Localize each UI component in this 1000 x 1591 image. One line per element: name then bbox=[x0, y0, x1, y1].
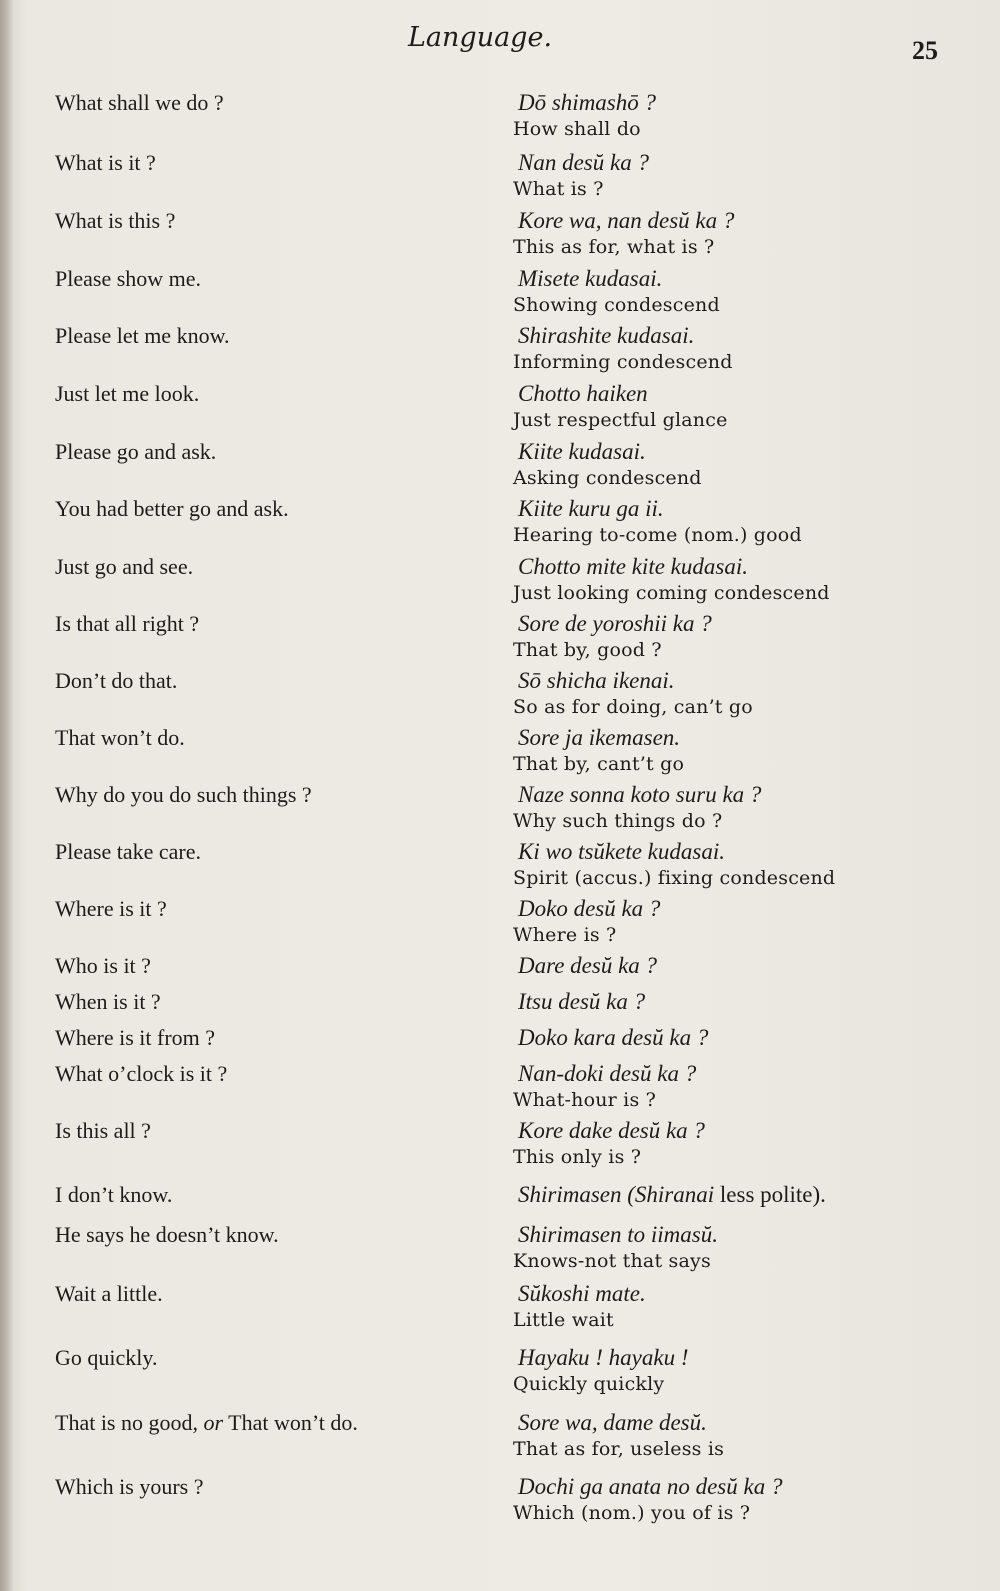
english-phrase: When is it ? bbox=[55, 989, 161, 1014]
japanese-romaji: Kore wa, nan desŭ ka ? bbox=[518, 208, 735, 233]
english-phrase: He says he doesn’t know. bbox=[55, 1222, 279, 1247]
japanese-romaji: Itsu desŭ ka ? bbox=[518, 989, 646, 1014]
word-gloss: What is ? bbox=[513, 178, 604, 200]
japanese-romaji: Hayaku ! hayaku ! bbox=[518, 1345, 689, 1370]
word-gloss: That by, good ? bbox=[513, 639, 662, 661]
politeness-note: less polite). bbox=[714, 1182, 826, 1207]
english-phrase: What o’clock is it ? bbox=[55, 1061, 228, 1086]
word-gloss: Hearing to-come (nom.) good bbox=[513, 524, 802, 546]
english-phrase: What is it ? bbox=[55, 150, 156, 175]
japanese-romaji: Shirashite kudasai. bbox=[518, 323, 695, 348]
english-phrase: Wait a little. bbox=[55, 1281, 163, 1306]
english-phrase: What shall we do ? bbox=[55, 90, 224, 115]
english-phrase: That won’t do. bbox=[55, 725, 185, 750]
english-phrase: Just go and see. bbox=[55, 554, 194, 579]
japanese-romaji: Kore dake desŭ ka ? bbox=[518, 1118, 705, 1143]
japanese-romaji: Dochi ga anata no desŭ ka ? bbox=[518, 1474, 783, 1499]
english-phrase: Please let me know. bbox=[55, 323, 230, 348]
japanese-romaji: Doko desŭ ka ? bbox=[518, 896, 661, 921]
word-gloss: Quickly quickly bbox=[513, 1373, 665, 1395]
english-phrase: You had better go and ask. bbox=[55, 496, 289, 521]
english-phrase: I don’t know. bbox=[55, 1182, 173, 1207]
word-gloss: Informing condescend bbox=[513, 351, 733, 373]
word-gloss: Spirit (accus.) fixing condescend bbox=[513, 867, 836, 889]
japanese-romaji: Kiite kudasai. bbox=[518, 439, 646, 464]
word-gloss: Just respectful glance bbox=[513, 409, 728, 431]
japanese-romaji: Shirimasen to iimasŭ. bbox=[518, 1222, 718, 1247]
japanese-romaji: Sō shicha ikenai. bbox=[518, 668, 675, 693]
english-phrase bbox=[55, 1410, 358, 1436]
japanese-romaji: Ki wo tsŭkete kudasai. bbox=[518, 839, 725, 864]
english-phrase: Please take care. bbox=[55, 839, 201, 864]
alternative-marker: or bbox=[203, 1410, 224, 1435]
english-phrase: Please go and ask. bbox=[55, 439, 217, 464]
word-gloss: Little wait bbox=[513, 1309, 614, 1331]
english-phrase: Don’t do that. bbox=[55, 668, 178, 693]
japanese-romaji: Misete kudasai. bbox=[518, 266, 663, 291]
word-gloss: What-hour is ? bbox=[513, 1089, 657, 1111]
japanese-romaji-main: Shirimasen (Shiranai bbox=[518, 1182, 715, 1207]
page-header bbox=[0, 22, 1000, 65]
english-phrase: Go quickly. bbox=[55, 1345, 158, 1370]
word-gloss: Why such things do ? bbox=[513, 810, 723, 832]
japanese-romaji: Nan desŭ ka ? bbox=[518, 150, 649, 175]
word-gloss: Where is ? bbox=[513, 924, 617, 946]
japanese-romaji: Dare desŭ ka ? bbox=[518, 953, 658, 978]
japanese-romaji bbox=[518, 1182, 826, 1208]
japanese-romaji: Chotto mite kite kudasai. bbox=[518, 554, 748, 579]
english-phrase: Where is it ? bbox=[55, 896, 167, 921]
japanese-romaji: Nan-doki desŭ ka ? bbox=[518, 1061, 697, 1086]
running-title: Language. bbox=[408, 22, 553, 53]
english-phrase: Please show me. bbox=[55, 266, 202, 291]
word-gloss: Knows-not that says bbox=[513, 1250, 711, 1272]
english-phrase: Is this all ? bbox=[55, 1118, 151, 1143]
japanese-romaji: Doko kara desŭ ka ? bbox=[518, 1025, 709, 1050]
word-gloss: Which (nom.) you of is ? bbox=[513, 1502, 751, 1524]
word-gloss: So as for doing, can’t go bbox=[513, 696, 753, 718]
english-phrase-main: That is no good, bbox=[55, 1410, 204, 1435]
english-phrase: Why do you do such things ? bbox=[55, 782, 312, 807]
english-phrase: Where is it from ? bbox=[55, 1025, 216, 1050]
japanese-romaji: Sore ja ikemasen. bbox=[518, 725, 681, 750]
japanese-romaji: Dō shimashō ? bbox=[518, 90, 657, 115]
english-phrase: What is this ? bbox=[55, 208, 176, 233]
word-gloss: Showing condescend bbox=[513, 294, 720, 316]
gutter-shadow bbox=[0, 0, 14, 1591]
japanese-romaji: Naze sonna koto suru ka ? bbox=[518, 782, 762, 807]
english-phrase: Just let me look. bbox=[55, 381, 200, 406]
word-gloss: Just looking coming condescend bbox=[513, 582, 830, 604]
word-gloss: Asking condescend bbox=[513, 467, 702, 489]
japanese-romaji: Kiite kuru ga ii. bbox=[518, 496, 664, 521]
japanese-romaji: Sore de yoroshii ka ? bbox=[518, 611, 712, 636]
japanese-romaji: Chotto haiken bbox=[518, 381, 648, 406]
word-gloss: This only is ? bbox=[513, 1146, 642, 1168]
english-phrase: Which is yours ? bbox=[55, 1474, 204, 1499]
english-phrase: Is that all right ? bbox=[55, 611, 200, 636]
word-gloss: That by, cant’t go bbox=[513, 753, 685, 775]
page-number: 25 bbox=[912, 36, 938, 65]
japanese-romaji: Sore wa, dame desŭ. bbox=[518, 1410, 707, 1435]
japanese-romaji: Sŭkoshi mate. bbox=[518, 1281, 646, 1306]
word-gloss: How shall do bbox=[513, 118, 641, 140]
english-phrase-tail: That won’t do. bbox=[223, 1410, 358, 1435]
word-gloss: This as for, what is ? bbox=[513, 236, 715, 258]
english-phrase: Who is it ? bbox=[55, 953, 151, 978]
word-gloss: That as for, useless is bbox=[513, 1438, 725, 1460]
